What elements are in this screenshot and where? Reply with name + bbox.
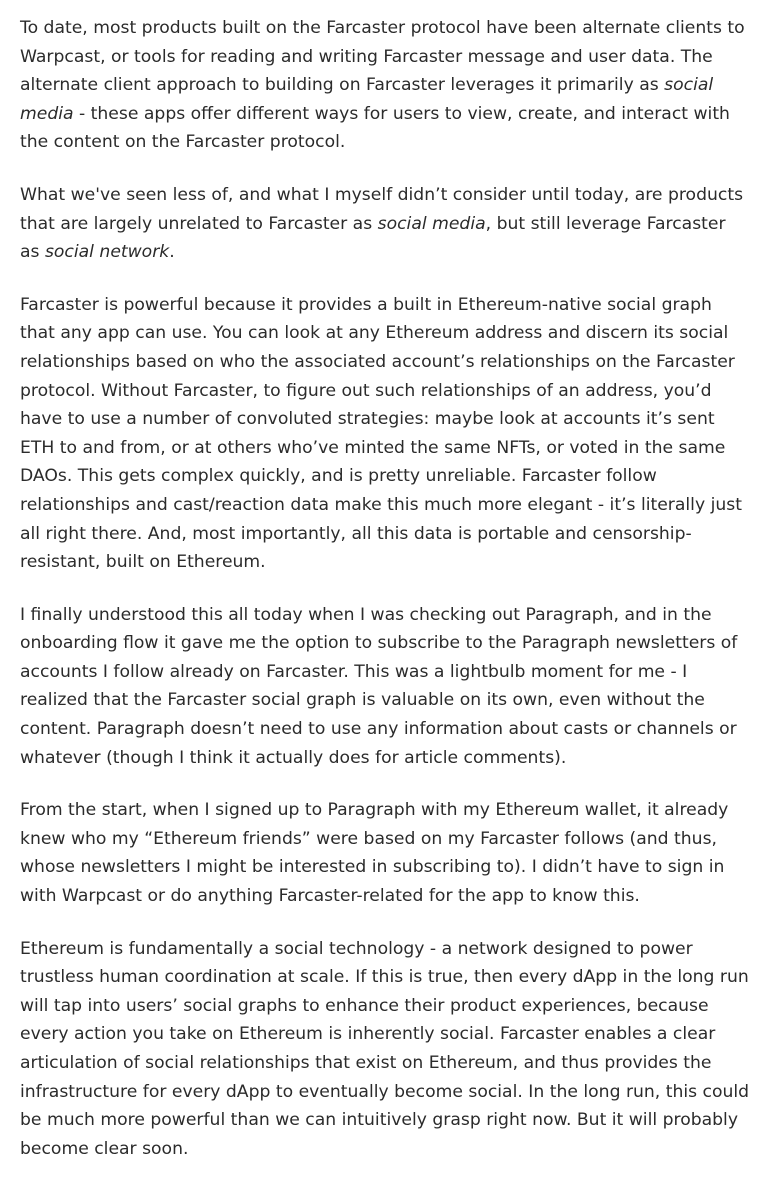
paragraph-1 bbox=[20, 14, 750, 157]
paragraph-text: - these apps offer different ways for users to view, create, and interact with the content on the Farcaster protocol. bbox=[20, 103, 730, 153]
paragraph-text: What we've seen less of, and what I myself didn’t consider until today, are products that are largely unrelated to Farcaster as bbox=[20, 184, 744, 234]
paragraph-text: Ethereum is fundamentally a social technology - a network designed to power trustless human coordination at scale. If this is true, then every dApp in the long run will tap into users’ social graphs to enhance their product experiences, because every action you take on Ethereum is inherently social. Farcaster enables a clear articulation of social relationships that exist on Ethereum, and thus provides the infrastructure for every dApp to eventually become social. In the long run, this could be much more powerful than we can intuitively grasp right now. But it will probably become clear soon. bbox=[20, 938, 750, 1159]
paragraph-2 bbox=[20, 181, 750, 267]
paragraph-3 bbox=[20, 291, 750, 577]
paragraph-text: From the start, when I signed up to Paragraph with my Ethereum wallet, it already knew who my “Ethereum friends” were based on my Farcaster follows (and thus, whose newsletters I might be interested in subscribing to). I didn’t have to sign in with Warpcast or do anything Farcaster-related for the app to know this. bbox=[20, 800, 729, 907]
emphasis-text: social media bbox=[20, 75, 714, 124]
paragraph-5 bbox=[20, 796, 750, 910]
paragraph-4 bbox=[20, 601, 750, 773]
emphasis-text: social media bbox=[377, 213, 486, 234]
paragraph-6 bbox=[20, 935, 750, 1164]
paragraph-text: , but still leverage Farcaster as bbox=[20, 213, 726, 263]
paragraph-text: . bbox=[169, 242, 175, 263]
paragraph-text: To date, most products built on the Farcaster protocol have been alternate clients to Warpcast, or tools for reading and writing Farcaster message and user data. The alternate client approach to building on Farcaster leverages it primarily as bbox=[20, 18, 745, 96]
article-body bbox=[20, 14, 750, 1187]
paragraph-text: Farcaster is powerful because it provides a built in Ethereum-native social graph that any app can use. You can look at any Ethereum address and discern its social relationships based on who the associated account’s relationships on the Farcaster protocol. Without Farcaster, to figure out such relationships of an address, you’d have to use a number of convoluted strategies: maybe look at accounts it’s sent ETH to and from, or at others who’ve minted the same NFTs, or voted in the same DAOs. This gets complex quickly, and is pretty unreliable. Farcaster follow relationships and cast/reaction data make this much more elegant - it’s literally just all right there. And, most importantly, all this data is portable and censorship-resistant, built on Ethereum. bbox=[20, 294, 742, 573]
emphasis-text: social network bbox=[44, 242, 170, 263]
paragraph-text: I finally understood this all today when I was checking out Paragraph, and in the onboarding flow it gave me the option to subscribe to the Paragraph newsletters of accounts I follow already on Farcaster. This was a lightbulb moment for me - I realized that the Farcaster social graph is valuable on its own, even without the content. Paragraph doesn’t need to use any information about casts or channels or whatever (though I think it actually does for article comments). bbox=[20, 604, 738, 768]
